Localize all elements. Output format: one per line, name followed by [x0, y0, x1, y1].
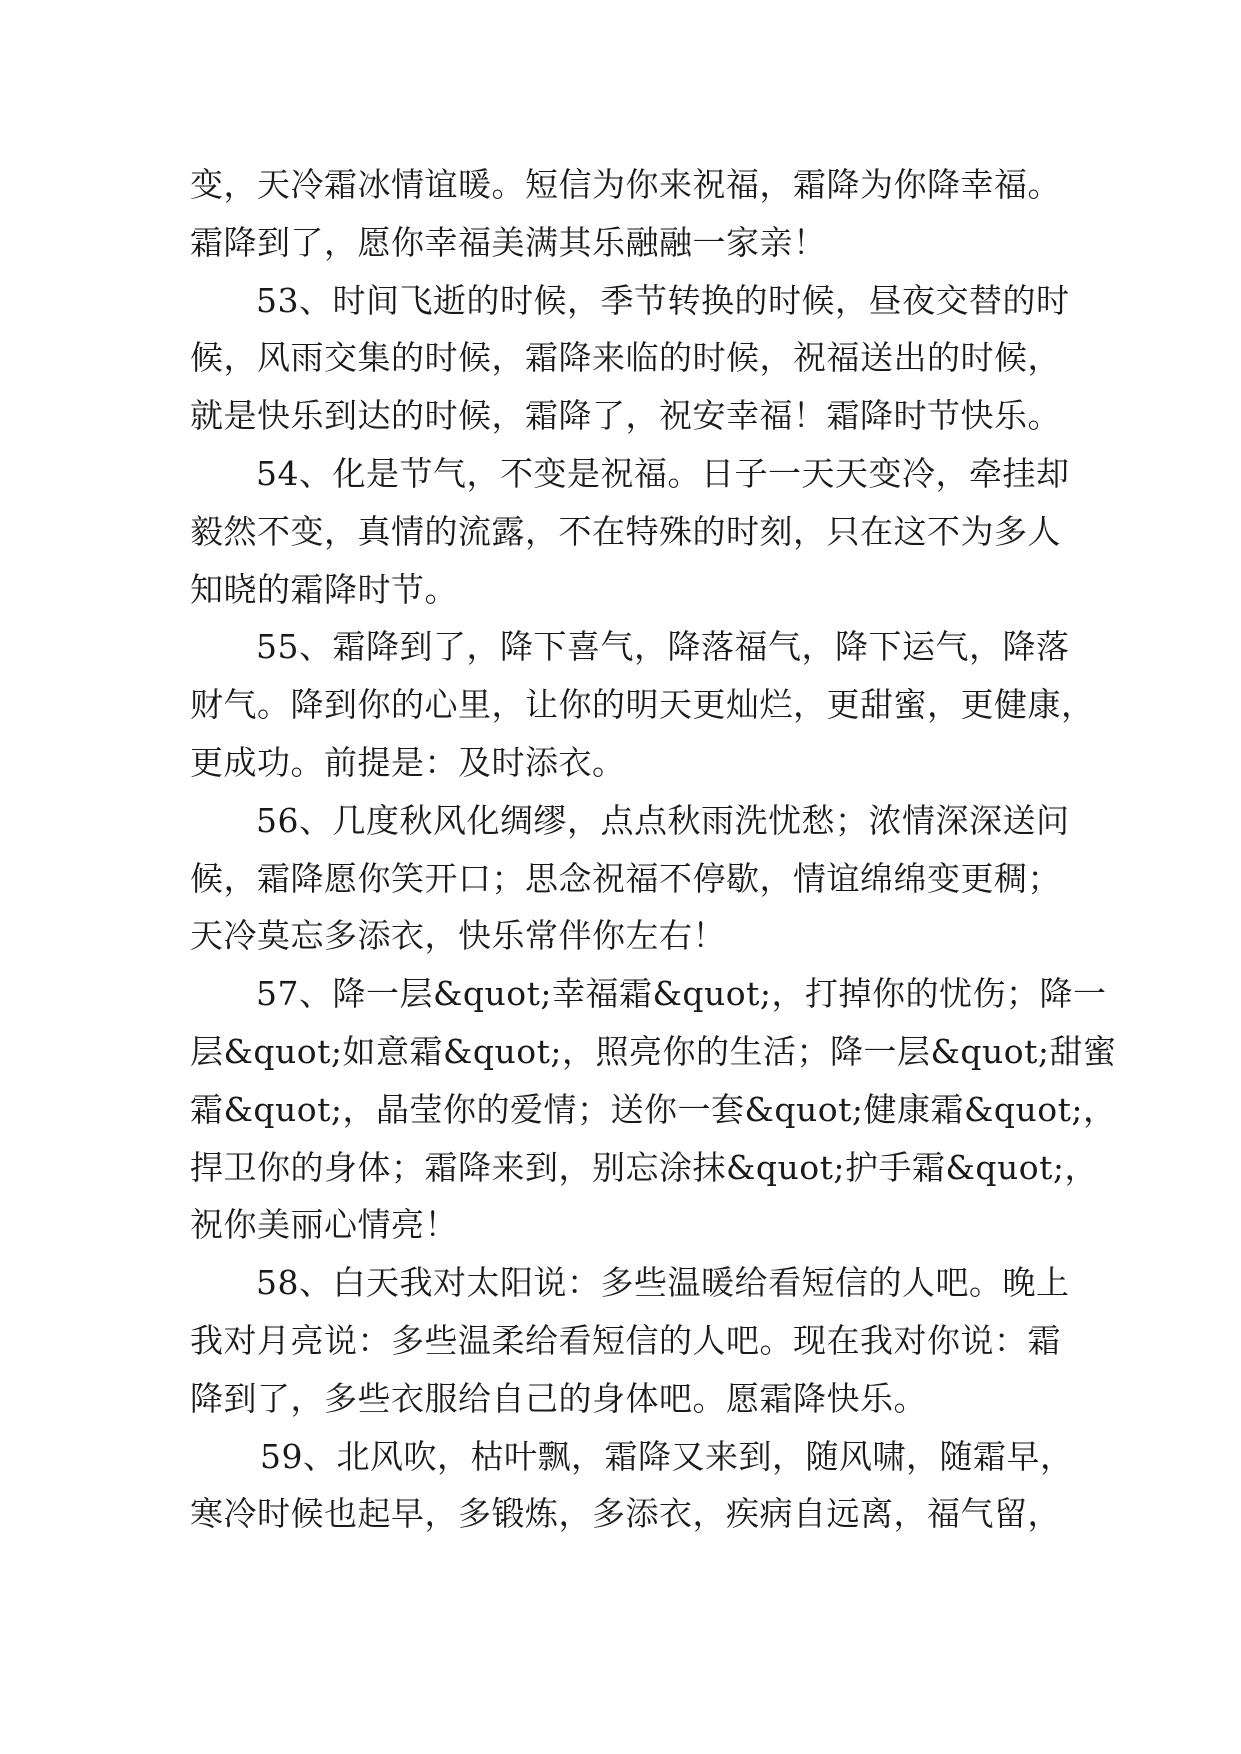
paragraph-54-start: 54、化是节气，不变是祝福。日子一天天变冷，牵挂却 [256, 453, 1070, 493]
paragraph-58-start: 58、白天我对太阳说：多些温暖给看短信的人吧。晚上 [256, 1263, 1070, 1303]
text-line: 天冷莫忘多添衣，快乐常伴你左右！ [190, 916, 726, 956]
text-line: 降到了，多些衣服给自己的身体吧。愿霜降快乐。 [190, 1378, 927, 1418]
text-line: 毅然不变，真情的流露，不在特殊的时刻，只在这不为多人 [190, 511, 1061, 551]
text-line: 更成功。前提是：及时添衣。 [190, 742, 626, 782]
text-line: 祝你美丽心情亮！ [190, 1205, 458, 1245]
paragraph-56-start: 56、几度秋风化绸缪，点点秋雨洗忧愁；浓情深深送问 [256, 800, 1070, 840]
text-line: 捍卫你的身体；霜降来到，别忘涂抹&quot;护手霜&quot;， [190, 1147, 1098, 1187]
text-line: 层&quot;如意霜&quot;，照亮你的生活；降一层&quot;甜蜜 [190, 1031, 1117, 1071]
text-line: 我对月亮说：多些温柔给看短信的人吧。现在我对你说：霜 [190, 1320, 1061, 1360]
paragraph-55-start: 55、霜降到了，降下喜气，降落福气，降下运气，降落 [256, 627, 1070, 667]
text-line: 霜&quot;，晶莹你的爱情；送你一套&quot;健康霜&quot;， [190, 1089, 1117, 1129]
text-line: 变，天冷霜冰情谊暖。短信为你来祝福，霜降为你降幸福。 [190, 165, 1061, 204]
paragraph-57-start: 57、降一层&quot;幸福霜&quot;，打掉你的忧伤；降一 [256, 974, 1107, 1014]
paragraph-59-start: 59、北风吹，枯叶飘，霜降又来到，随风啸，随霜早， [260, 1436, 1074, 1476]
paragraph-53-start: 53、时间飞逝的时候，季节转换的时候，昼夜交替的时 [256, 280, 1070, 320]
text-line: 财气。降到你的心里，让你的明天更灿烂，更甜蜜，更健康， [190, 685, 1095, 725]
text-line: 霜降到了，愿你幸福美满其乐融融一家亲！ [190, 222, 827, 262]
text-line: 寒冷时候也起早，多锻炼，多添衣，疾病自远离，福气留， [190, 1494, 1061, 1534]
text-line: 候，霜降愿你笑开口；思念祝福不停歇，情谊绵绵变更稠； [190, 858, 1061, 898]
text-line: 知晓的霜降时节。 [190, 569, 458, 609]
text-line: 就是快乐到达的时候，霜降了，祝安幸福！霜降时节快乐。 [190, 396, 1061, 436]
body-text [190, 156, 1117, 1543]
text-line: 候，风雨交集的时候，霜降来临的时候，祝福送出的时候， [190, 338, 1061, 378]
